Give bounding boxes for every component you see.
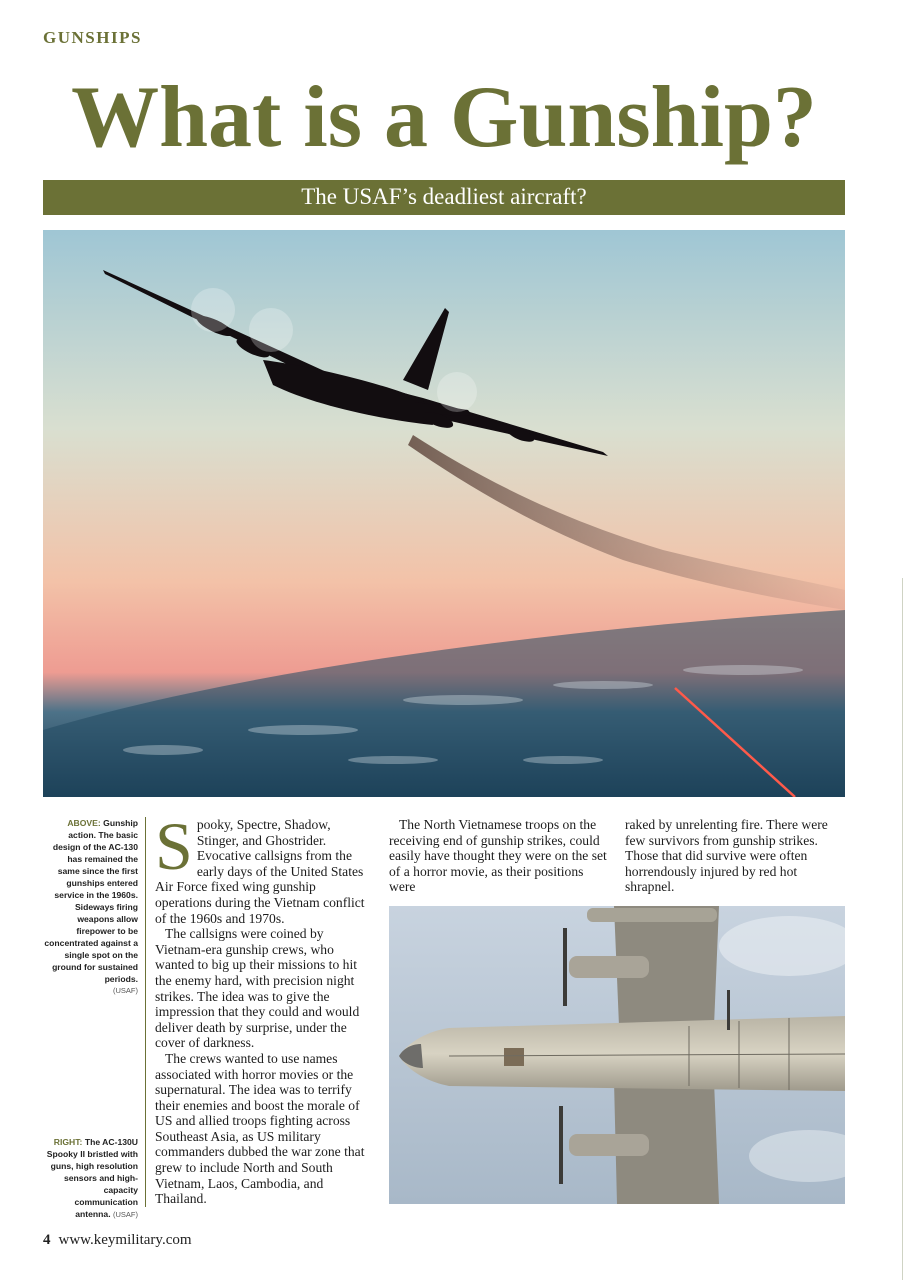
section-label: GUNSHIPS	[43, 28, 142, 47]
article-paragraph-2: The callsigns were coined by Vietnam-era gunship crews, who wanted to big up their missions to hit the enemy hard, with precision night strikes. The idea was to give the impression that they could and would deliver death by surprise, under the cover of darkness.	[155, 926, 360, 1051]
drop-cap: S	[155, 808, 193, 884]
page-number: 4	[43, 1232, 51, 1248]
article-column-1	[155, 808, 371, 1207]
caption-right	[43, 1136, 138, 1221]
page-edge-rule	[902, 578, 903, 1280]
page-title: What is a Gunship?	[71, 69, 817, 166]
website-url: www.keymilitary.com	[58, 1232, 192, 1248]
caption-above-lead: ABOVE:	[67, 818, 101, 828]
article-paragraph-1-text: pooky, Spectre, Shadow, Stinger, and Ghostrider. Evocative callsigns from the early days of the United States Air Force fixed wing gunship operations during the Vietnam conflict of the 1960s and 1970s.	[155, 817, 365, 926]
article-paragraph-4: The North Vietnamese troops on the receiving end of gunship strikes, could easily have thought they were on the set of a horror movie, as their positions were	[389, 817, 607, 895]
caption-above-text: Gunship action. The basic design of the AC-130 has remained the same since the first gunships entered service in the 1960s. Sideways firing weapons allow firepower to be concentrated against a single spot on the ground for sustained periods.	[44, 818, 138, 984]
article-paragraph-3: The crews wanted to use names associated with horror movies or the supernatural. The idea was to terrify their enemies and boost the morale of US and allied troops fighting across Southeast Asia, as US military commanders dubbed the war zone that grew to include North and South Vietnam, Laos, Cambodia, and Thailand.	[155, 1050, 365, 1207]
subtitle-banner: The USAF’s deadliest aircraft?	[43, 180, 845, 215]
hero-photo-gunship-firing	[43, 230, 845, 797]
article-column-3	[625, 817, 845, 895]
caption-above-credit: (USAF)	[113, 986, 138, 995]
photo-ac130u-underside	[389, 906, 845, 1204]
caption-divider	[145, 817, 146, 1207]
caption-right-lead: RIGHT:	[53, 1137, 83, 1147]
article-paragraph-1	[155, 808, 371, 926]
article-column-2	[389, 817, 611, 895]
caption-above	[43, 817, 138, 997]
caption-right-credit: (USAF)	[113, 1210, 138, 1219]
page-footer	[43, 1232, 192, 1249]
caption-right-text: The AC-130U Spooky II bristled with guns, high resolution sensors and high-capacity communication antenna.	[46, 1137, 138, 1219]
article-paragraph-5: raked by unrelenting fire. There were few survivors from gunship strikes. Those that did survive were often horrendously injured by red hot shrapnel.	[625, 817, 828, 895]
